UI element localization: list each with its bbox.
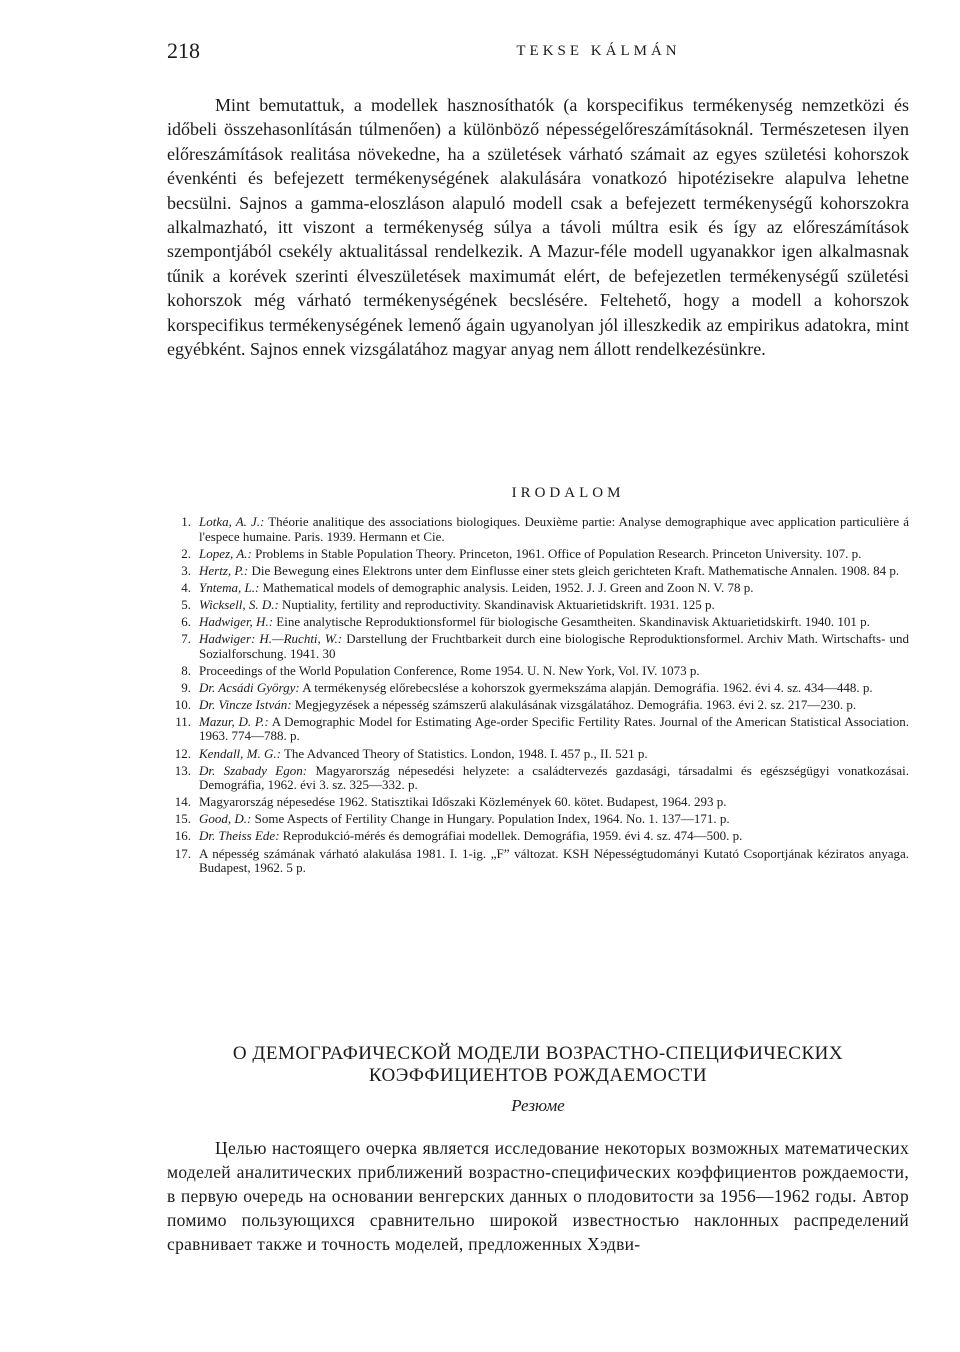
reference-author: Lotka, A. J.: xyxy=(199,514,265,529)
reference-number: 10. xyxy=(174,696,191,712)
reference-text xyxy=(199,829,909,844)
reference-number: 17. xyxy=(174,845,191,861)
reference-body: Mathematical models of demographic analysis. Leiden, 1952. J. J. Green and Zoon N. V. 78 p. xyxy=(262,579,754,595)
reference-number: 11. xyxy=(175,713,191,729)
summary-subtitle: Резюме xyxy=(511,1096,565,1115)
reference-body: Magyarország népesedése 1962. Statisztikai Időszaki Közlemények 60. kötet. Budapest, 1964. 293 p. xyxy=(199,794,727,810)
reference-author: Dr. Theiss Ede: xyxy=(199,828,280,844)
reference-text xyxy=(199,698,909,713)
references-title: IRODALOM xyxy=(511,485,625,501)
reference-item xyxy=(167,564,909,579)
reference-item xyxy=(167,829,909,844)
reference-text xyxy=(199,581,909,596)
reference-body: A népesség számának várható alakulása 1981. I. 1-ig. „F” változat. KSH Népességtudományi Kutató Csoportjának kéziratos anyaga. Budapest, 1962. 5 p. xyxy=(199,845,909,875)
reference-body: A termékenység előrebecslése a kohorszok gyermekszáma alapján. Demográfia. 1962. évi 4. sz. 434—448. p. xyxy=(302,679,873,695)
reference-text xyxy=(199,747,909,762)
reference-number: 15. xyxy=(174,811,191,827)
reference-author: Wicksell, S. D.: xyxy=(199,596,279,612)
reference-item xyxy=(167,632,909,661)
reference-body: Darstellung der Fruchtbarkeit durch eine biologische Reproduktionsformel. Archiv Math. Wirtschafts- und Sozialforschung. 1941. 30 xyxy=(199,631,909,661)
reference-author: Hadwiger, H.: xyxy=(199,613,274,629)
reference-text xyxy=(199,715,909,744)
reference-body: Nuptiality, fertility and reproductivity. Skandinavisk Aktuarietidskrift. 1931. 125 p. xyxy=(282,596,715,612)
reference-text xyxy=(199,547,909,562)
reference-number: 9. xyxy=(181,679,191,695)
reference-number: 3. xyxy=(181,562,191,578)
reference-item xyxy=(167,747,909,762)
reference-text xyxy=(199,598,909,613)
reference-item xyxy=(167,581,909,596)
reference-body: Some Aspects of Fertility Change in Hungary. Population Index, 1964. No. 1. 137—171. p. xyxy=(254,811,730,827)
reference-item xyxy=(167,681,909,696)
reference-author: Lopez, A.: xyxy=(199,545,252,561)
reference-author: Dr. Vincze István: xyxy=(199,696,292,712)
reference-number: 7. xyxy=(181,631,191,647)
reference-body: A Demographic Model for Estimating Age-order Specific Fertility Rates. Journal of the American Statistical Association. 1963. 774—788. p. xyxy=(199,713,909,744)
reference-number: 1. xyxy=(181,514,191,529)
reference-list xyxy=(167,515,909,878)
page-header xyxy=(167,38,910,72)
reference-number: 13. xyxy=(174,762,191,778)
reference-number: 2. xyxy=(181,545,191,561)
reference-item xyxy=(167,664,909,679)
reference-author: Mazur, D. P.: xyxy=(199,713,269,729)
reference-number: 8. xyxy=(181,662,191,678)
summary-title-line1: О ДЕМОГРАФИЧЕСКОЙ МОДЕЛИ ВОЗРАСТНО-СПЕЦИФИЧЕСКИХ xyxy=(232,1043,844,1064)
body-paragraph: Mint bemutattuk, a modellek hasznosíthatók (a korspecifikus termékenység nemzetközi és időbeli összehasonlításán túlmenően) a különböző népességelőreszámításoknál. Természetesen ilyen előreszámítások realitása növekedne, ha a születések várható számait az egyes születési kohorszok évenkénti és befejezett termékenységének alakulására vonatkozó hipotézisekre alapulva lehetne becsülni. Sajnos a gamma-eloszláson alapuló modell csak a befejezett termékenységű kohorszokra alkalmazható, itt viszont a termékenység súlya a távoli múltra esik és így az előreszámítások szempontjából csekély aktualitással rendelkezik. A Mazur-féle modell ugyanakkor igen alkalmasnak tűnik a korévek szerinti élveszületések maximumát elért, de befejezetlen termékenységű születési kohorszok még várható termékenységének becslésére. Feltehető, hogy a modell a kohorszok korspecifikus termékenységének lemenő ágain ugyanolyan jól illeszkedik az empirikus adatokra, mint egyébként. Sajnos ennek vizsgálatához magyar anyag nem állott rendelkezésünkre. xyxy=(167,95,909,360)
page-number: 218 xyxy=(167,38,200,63)
reference-text xyxy=(199,632,909,661)
reference-text xyxy=(199,795,909,810)
reference-item xyxy=(167,515,909,544)
reference-number: 16. xyxy=(174,828,191,844)
reference-text xyxy=(199,681,909,696)
summary-text: Целью настоящего очерка является исследование некоторых возможных математических моделей аналитических приближений возрастно-специфических коэффициентов рождаемости, в первую очередь на основании венгерских данных о плодовитости за 1956—1962 годы. Автор помимо пользующихся сравнительно широкой известностью наклонных распределений сравнивает также и точность моделей, предложенных Хэдви- xyxy=(167,1138,909,1254)
reference-text xyxy=(199,615,909,630)
reference-text xyxy=(199,664,909,679)
reference-author: Dr. Szabady Egon: xyxy=(199,762,308,778)
reference-body: Théorie analitique des associations biologiques. Deuxième partie: Analyse demographique avec application particulière á l'espece humaine. Paris. 1939. Hermann et Cie. xyxy=(199,514,910,544)
reference-item xyxy=(167,795,909,810)
reference-item xyxy=(167,598,909,613)
reference-number: 4. xyxy=(181,579,191,595)
reference-body: Proceedings of the World Population Conference, Rome 1954. U. N. New York, Vol. IV. 1073 p. xyxy=(199,662,700,678)
reference-body: Magyarország népesedési helyzete: a családtervezés gazdasági, társadalmi és egészségügyi vonatkozásai. Demográfia, 1962. évi 3. sz. 325—332. p. xyxy=(199,762,910,793)
reference-text xyxy=(199,764,909,793)
reference-body: Problems in Stable Population Theory. Princeton, 1961. Office of Population Research. Princeton University. 107. p. xyxy=(255,545,862,561)
summary-title xyxy=(167,1043,909,1087)
reference-author: Yntema, L.: xyxy=(199,579,260,595)
reference-text xyxy=(199,564,909,579)
reference-number: 6. xyxy=(181,613,191,629)
reference-body: Reprodukció-mérés és demográfiai modellek. Demográfia, 1959. évi 4. sz. 474—500. p. xyxy=(282,828,743,844)
reference-author: Dr. Acsádi György: xyxy=(199,679,300,695)
reference-author: Hertz, P.: xyxy=(199,562,249,578)
reference-item xyxy=(167,812,909,827)
reference-item xyxy=(167,715,909,744)
reference-author: Good, D.: xyxy=(199,811,252,827)
reference-text xyxy=(199,847,909,876)
reference-number: 14. xyxy=(174,794,191,810)
running-head: TEKSE KÁLMÁN xyxy=(516,43,681,59)
reference-number: 5. xyxy=(181,596,191,612)
reference-item xyxy=(167,847,909,876)
reference-author: Hadwiger: H.—Ruchti, W.: xyxy=(199,631,343,647)
reference-text xyxy=(199,515,909,544)
reference-body: Eine analytische Reproduktionsformel für biologische Gesamtheiten. Skandinavisk Aktuarietidskirft. 1940. 101 p. xyxy=(276,613,870,629)
reference-item xyxy=(167,764,909,793)
reference-body: Die Bewegung eines Elektrons unter dem Einflusse einer stets gleich gerichteten Kraft. Mathematische Annalen. 1908. 84 p. xyxy=(251,562,900,578)
summary-title-line2: КОЭФФИЦИЕНТОВ РОЖДАЕМОСТИ xyxy=(368,1065,708,1086)
reference-item xyxy=(167,547,909,562)
reference-text xyxy=(199,812,909,827)
reference-body: The Advanced Theory of Statistics. London, 1948. I. 457 p., II. 521 p. xyxy=(283,745,648,761)
reference-body: Megjegyzések a népesség számszerű alakulásának vizsgálatához. Demográfia. 1963. évi 2. sz. 217—230. p. xyxy=(294,696,857,712)
reference-item xyxy=(167,615,909,630)
reference-item xyxy=(167,698,909,713)
reference-author: Kendall, M. G.: xyxy=(199,745,281,761)
reference-number: 12. xyxy=(174,745,191,761)
